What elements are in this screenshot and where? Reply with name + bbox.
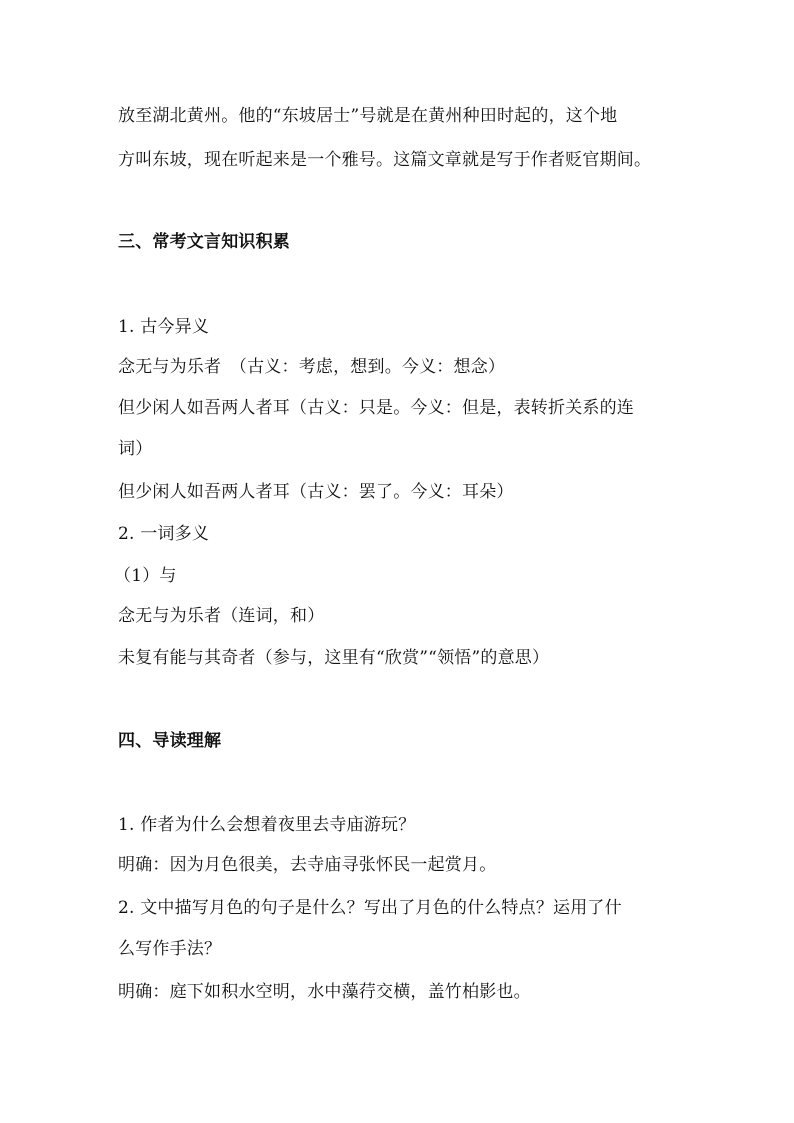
intro-line-1: 放至湖北黄州。他的“东坡居士”号就是在黄州种田时起的，这个地 [118,106,618,126]
example-line: 念无与为乐者 （古义：考虑，想到。今义：想念） [118,357,506,377]
example-line-continued: 词） [118,439,153,459]
question-2-continued: 么写作手法？ [118,939,222,959]
answer-1: 明确：因为月色很美，去寺庙寻张怀民一起赏月。 [118,855,497,875]
subheading-polysemy: 2. 一词多义 [118,524,210,544]
polysemy-word: （1）与 [114,566,177,586]
example-line: 未复有能与其奇者（参与，这里有“欣赏”“领悟”的意思） [118,648,550,668]
intro-line-2: 方叫东坡，现在听起来是一个雅号。这篇文章就是写于作者贬官期间。 [118,150,652,170]
example-line: 念无与为乐者（连词，和） [118,606,325,626]
example-line: 但少闲人如吾两人者耳（古义：只是。今义：但是，表转折关系的连 [118,398,634,418]
section-4-heading: 四、导读理解 [118,731,222,751]
subheading-ancient-modern-meaning: 1. 古今异义 [118,317,210,337]
answer-2: 明确：庭下如积水空明，水中藻荇交横，盖竹柏影也。 [118,982,531,1002]
question-2: 2. 文中描写月色的句子是什么？写出了月色的什么特点？运用了什 [118,898,622,918]
example-line: 但少闲人如吾两人者耳（古义：罢了。今义：耳朵） [118,482,514,502]
section-3-heading: 三、常考文言知识积累 [118,232,290,252]
question-1: 1. 作者为什么会想着夜里去寺庙游玩？ [118,815,416,835]
